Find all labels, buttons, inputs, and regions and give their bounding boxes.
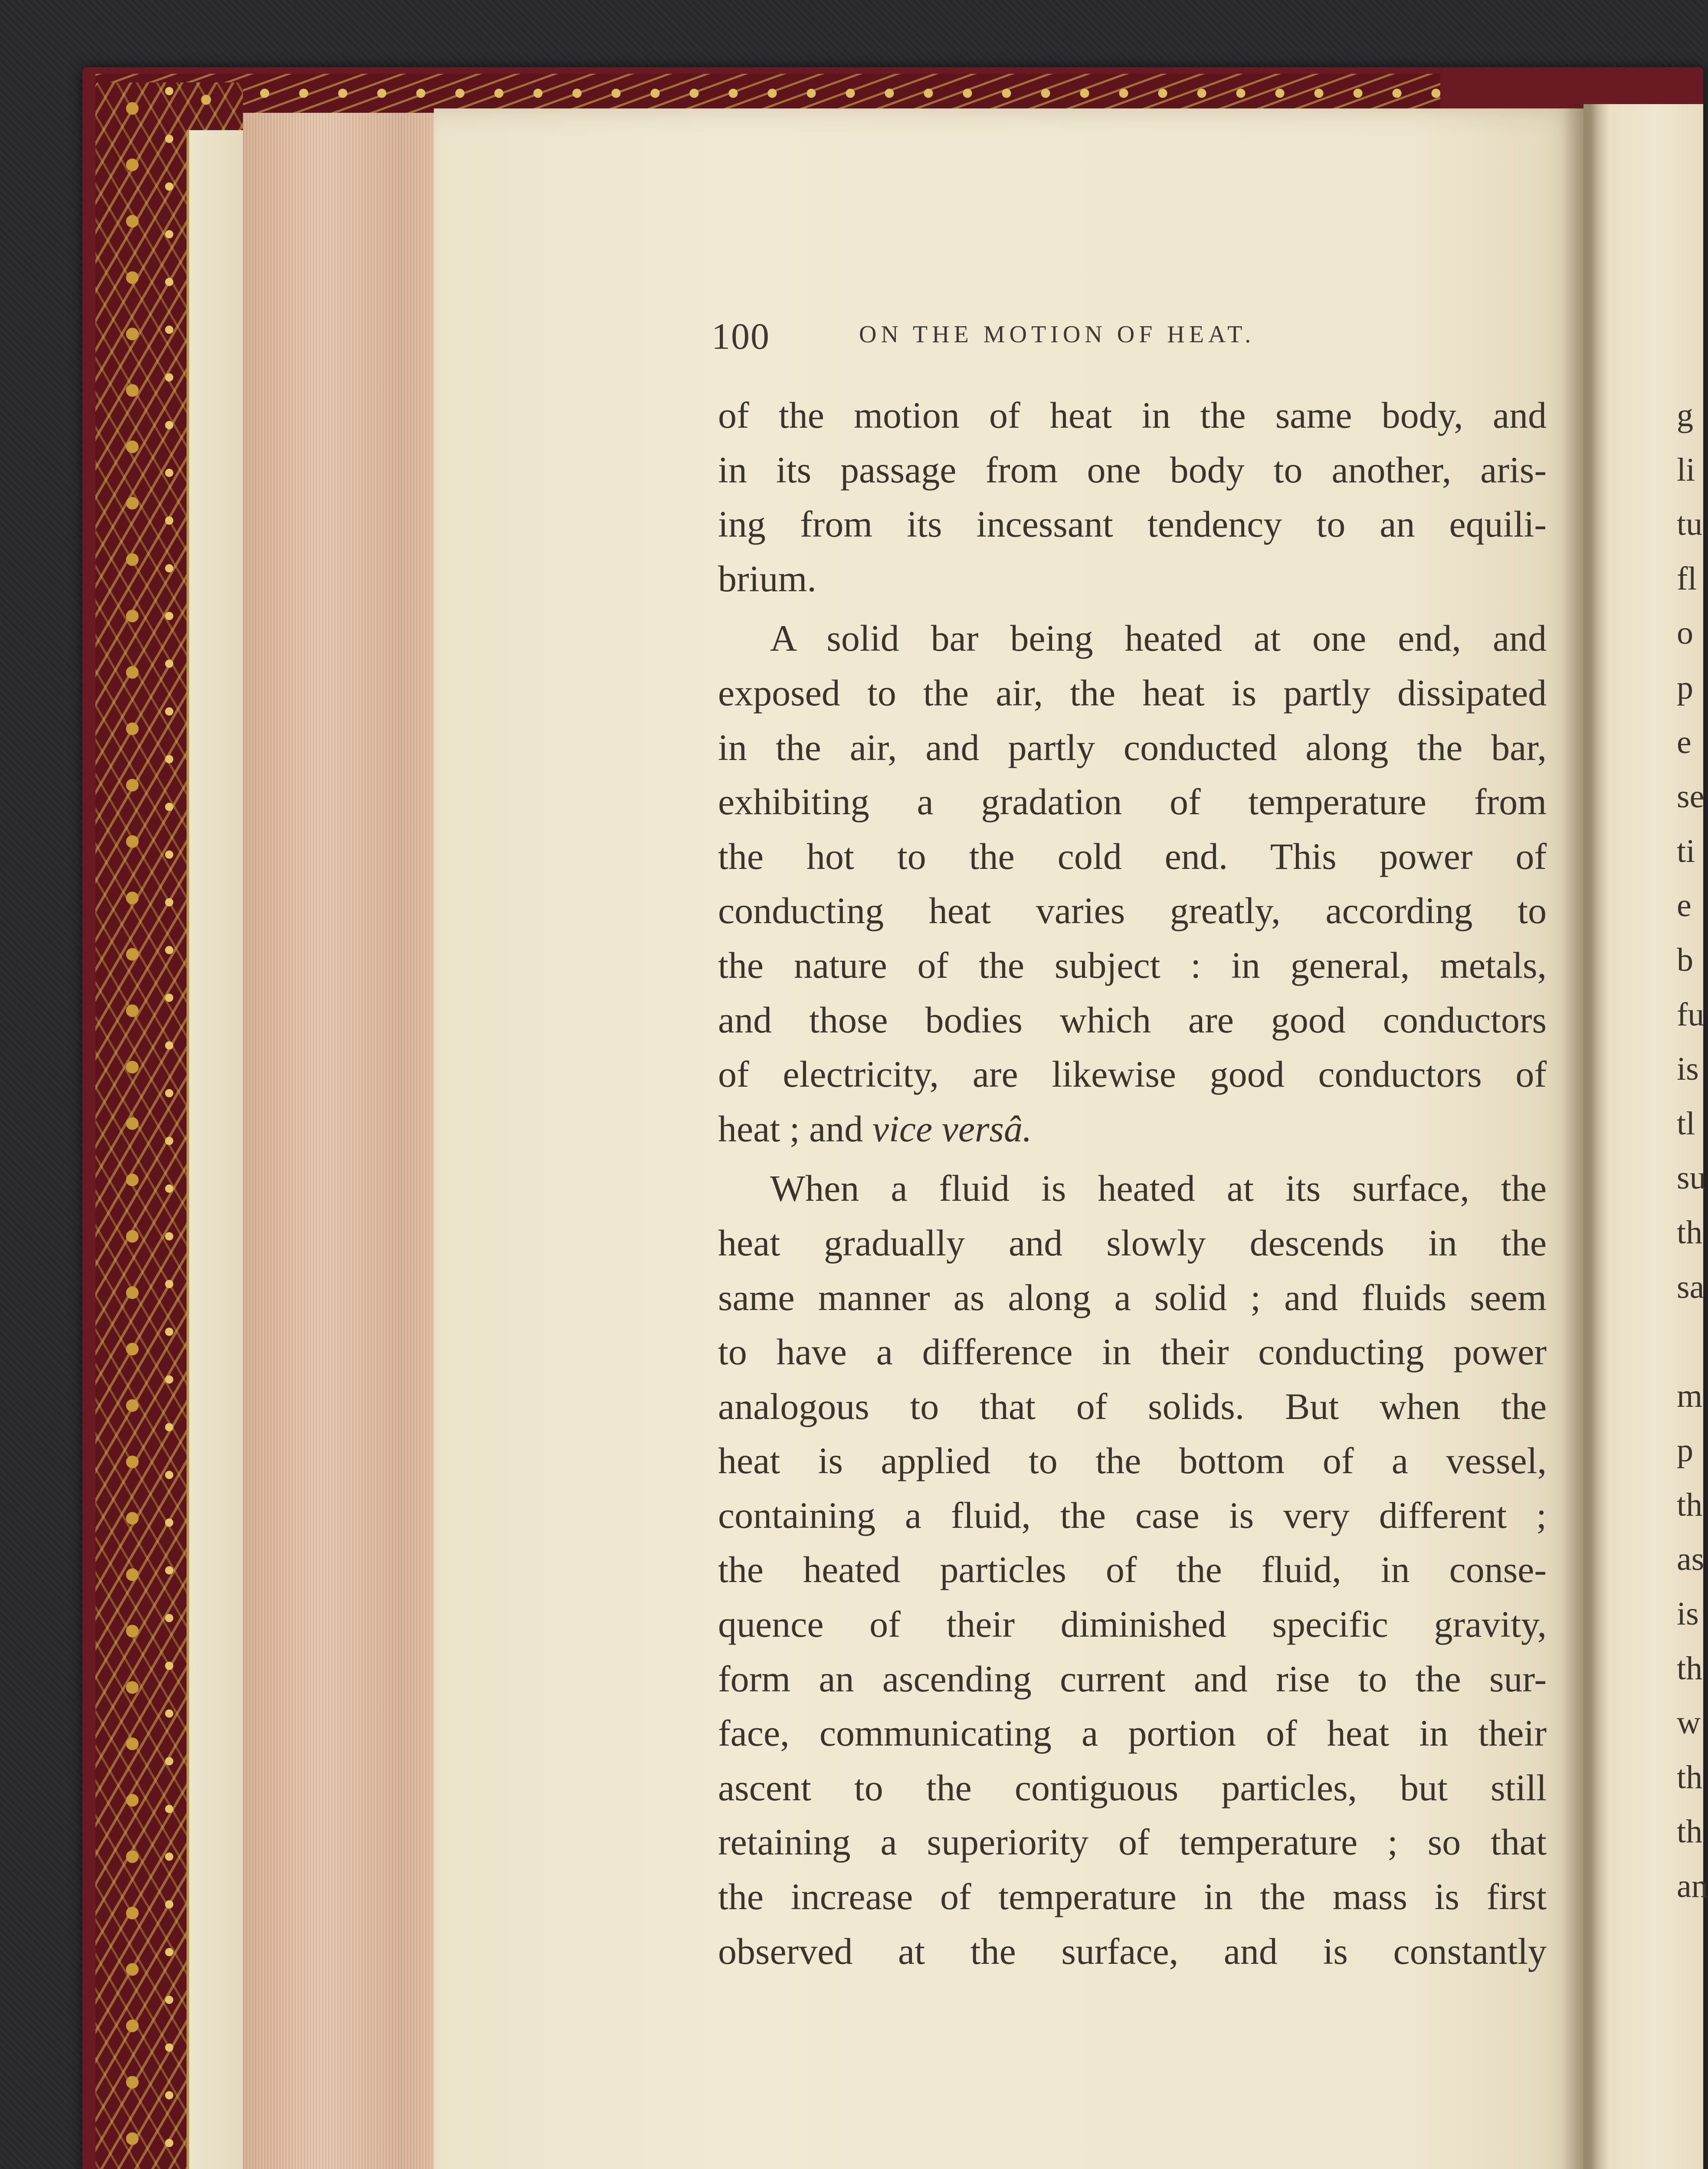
text-line: exposed to the air, the heat is partly dissipated	[718, 672, 1547, 714]
next-page-fragment: fu	[1677, 996, 1705, 1033]
next-page-fragment: tl	[1677, 1105, 1695, 1142]
text-line: exhibiting a gradation of temperature from	[718, 781, 1547, 823]
text-line: and those bodies which are good conductors	[718, 999, 1547, 1041]
next-page-fragment: tu	[1677, 506, 1703, 543]
next-page-fragment: li	[1677, 451, 1695, 488]
text-line: the increase of temperature in the mass is first	[718, 1876, 1547, 1918]
next-page-fragment: se	[1677, 778, 1705, 815]
text-line: in the air, and partly conducted along the bar,	[718, 726, 1547, 768]
text-line: quence of their diminished specific gravity,	[718, 1603, 1547, 1645]
text-line: the hot to the cold end. This power of	[718, 835, 1547, 877]
text-line: the nature of the subject : in general, metals,	[718, 944, 1547, 986]
text-line	[718, 1102, 1547, 1157]
next-page-fragment: m	[1677, 1377, 1703, 1414]
next-page-fragment: e	[1677, 887, 1692, 924]
text-line: ing from its incessant tendency to an equili-	[718, 503, 1547, 545]
text-line: face, communicating a portion of heat in their	[718, 1712, 1547, 1754]
next-page-fragment: fl	[1677, 560, 1697, 597]
next-page-fragment	[1677, 1314, 1703, 1369]
text-line: conducting heat varies greatly, according to	[718, 890, 1547, 932]
text-line-part: heat ; and	[718, 1107, 863, 1150]
next-page-fragment: ti	[1677, 832, 1695, 869]
next-page-fragment: th	[1677, 1486, 1703, 1523]
gilt-border-top	[95, 74, 1440, 113]
text-line: heat is applied to the bottom of a vessel,	[718, 1440, 1547, 1482]
italic-phrase: vice versâ.	[872, 1107, 1032, 1150]
next-page-fragment: th	[1677, 1650, 1703, 1687]
page-number: 100	[711, 315, 770, 357]
text-line: same manner as along a solid ; and fluids seem	[718, 1276, 1547, 1318]
next-page-fragment: w	[1677, 1704, 1701, 1741]
text-line: in its passage from one body to another, aris-	[718, 449, 1547, 491]
running-head	[711, 315, 1432, 362]
text-line: retaining a superiority of temperature ; so that	[718, 1821, 1547, 1863]
next-page-fragment: p	[1677, 1432, 1693, 1469]
gutter-shadow	[1562, 104, 1610, 2169]
text-line: observed at the surface, and is constantly	[718, 1930, 1547, 1972]
next-page-fragment: e	[1677, 724, 1692, 760]
next-page-fragment: as	[1677, 1541, 1705, 1578]
text-line: the heated particles of the fluid, in conse-	[718, 1549, 1547, 1591]
text-line: When a fluid is heated at its surface, the	[770, 1167, 1547, 1209]
next-page-fragment: g	[1677, 397, 1693, 433]
next-page-fragment: p	[1677, 669, 1693, 706]
text-line: analogous to that of solids. But when the	[718, 1385, 1547, 1427]
text-line: of the motion of heat in the same body, and	[718, 394, 1547, 436]
next-page-fragment: th	[1677, 1759, 1703, 1795]
text-line: form an ascending current and rise to the sur-	[718, 1658, 1547, 1700]
text-line: ascent to the contiguous particles, but still	[718, 1766, 1547, 1809]
next-page-text	[1677, 388, 1708, 1914]
next-page-fragment: an	[1677, 1868, 1708, 1905]
next-page-fragment: th	[1677, 1813, 1703, 1850]
next-page-fragment: th	[1677, 1214, 1703, 1251]
body-text	[718, 388, 1547, 1979]
text-line: heat gradually and slowly descends in the	[718, 1222, 1547, 1264]
next-page-fragment: o	[1677, 615, 1693, 652]
text-line: of electricity, are likewise good conductors of	[718, 1053, 1547, 1095]
text-line: brium.	[718, 557, 816, 600]
text-line: to have a difference in their conducting power	[718, 1331, 1547, 1373]
text-line: containing a fluid, the case is very different ;	[718, 1494, 1547, 1536]
next-page-fragment: sa	[1677, 1268, 1705, 1305]
next-page-fragment: su	[1677, 1160, 1706, 1196]
next-page-fragment: b	[1677, 941, 1693, 978]
next-page-fragment: is	[1677, 1051, 1699, 1088]
text-line: A solid bar being heated at one end, and	[770, 617, 1547, 659]
running-title: ON THE MOTION OF HEAT.	[859, 321, 1256, 348]
next-page-fragment: is	[1677, 1596, 1699, 1632]
page-edges	[243, 113, 443, 2169]
